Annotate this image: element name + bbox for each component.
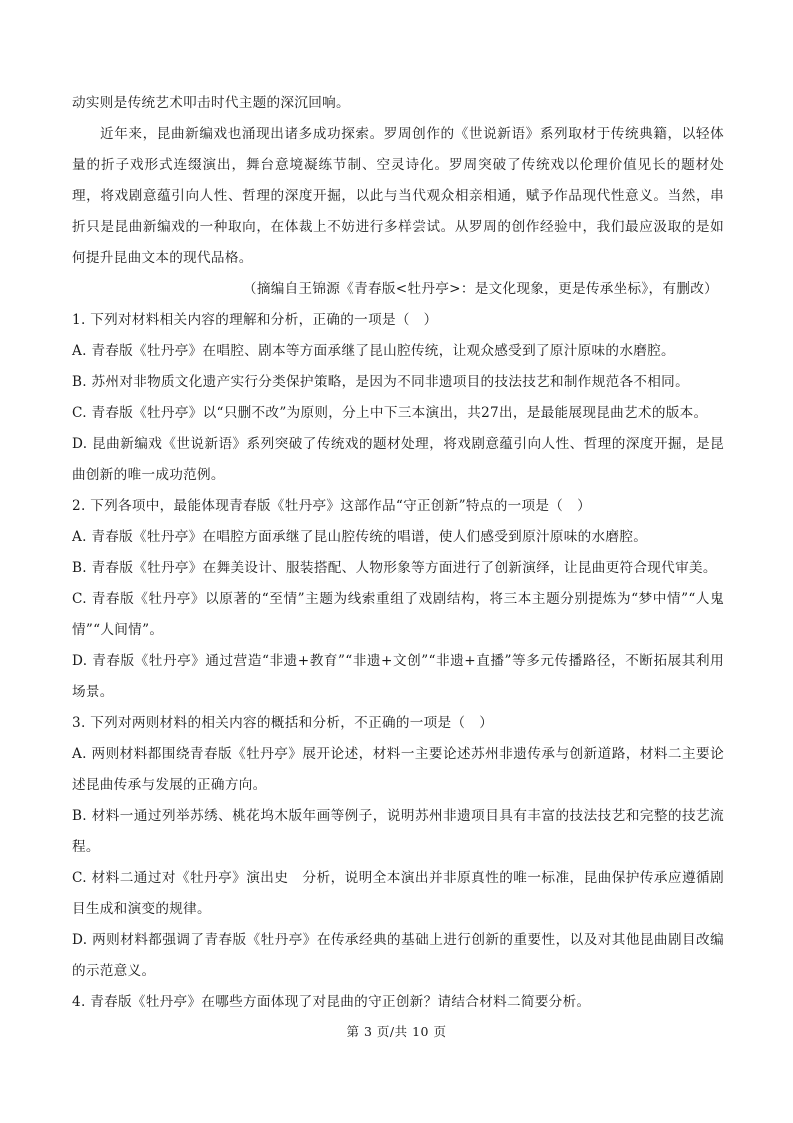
option-c: C. 材料二通过对《牡丹亭》演出史 分析，说明全本演出并非原真性的唯一标准，昆曲保护传承应遵循剧目生成和演变的规律。 — [72, 870, 724, 917]
option-a: A. 青春版《牡丹亭》在唱腔方面承继了昆山腔传统的唱谱，使人们感受到原汁原味的水磨腔。 — [72, 529, 648, 545]
option-b: B. 苏州对非物质文化遗产实行分类保护策略，是因为不同非遗项目的技法技艺和制作规范各不相同。 — [72, 374, 689, 390]
option-d: D. 青春版《牡丹亭》通过营造“非遗+教育”“非遗+文创”“非遗+直播”等多元传播路径，不断拓展其利用场景。 — [72, 653, 724, 700]
passage-paragraph: 动实则是传统艺术叩击时代主题的深沉回响。 — [72, 95, 350, 111]
question-3 — [72, 708, 724, 987]
option-d: D. 两则材料都强调了青春版《牡丹亭》在传承经典的基础上进行创新的重要性，以及对其他昆曲剧目改编的示范意义。 — [72, 932, 724, 979]
option-d: D. 昆曲新编戏《世说新语》系列突破了传统戏的题材处理，将戏剧意蕴引向人性、哲理的深度开掘，是昆曲创新的唯一成功范例。 — [72, 436, 724, 483]
option-b: B. 青春版《牡丹亭》在舞美设计、服装搭配、人物形象等方面进行了创新演绎，让昆曲更符合现代审美。 — [72, 560, 717, 576]
option-b: B. 材料一通过列举苏绣、桃花坞木版年画等例子，说明苏州非遗项目具有丰富的技法技艺和完整的技艺流程。 — [72, 808, 724, 855]
passage-paragraph: 近年来，昆曲新编戏也涌现出诸多成功探索。罗周创作的《世说新语》系列取材于传统典籍，以轻体量的折子戏形式连缀演出，舞台意境凝练节制、空灵诗化。罗周突破了传统戏以伦理价值见长的题材处理，将戏剧意蕴引向人性、哲理的深度开掘，以此与当代观众相亲相通，赋予作品现代性意义。当然，串折只是昆曲新编戏的一种取向，在体裁上不妨进行多样尝试。从罗周的创作经验中，我们最应汲取的是如何提升昆曲文本的现代品格。 — [72, 126, 724, 266]
question-2 — [72, 491, 724, 708]
option-a: A. 青春版《牡丹亭》在唱腔、剧本等方面承继了昆山腔传统，让观众感受到了原汁原味的水磨腔。 — [72, 343, 675, 359]
question-1 — [72, 305, 724, 491]
source-citation: （摘编自王锦源《青春版<牡丹亭>：是文化现象，更是传承坐标》，有删改） — [242, 281, 718, 297]
option-a: A. 两则材料都围绕青春版《牡丹亭》展开论述，材料一主要论述苏州非遗传承与创新道路，材料二主要论述昆曲传承与发展的正确方向。 — [72, 746, 724, 793]
question-4 — [72, 987, 724, 1018]
question-stem: 3. 下列对两则材料的相关内容的概括和分析，不正确的一项是（ ） — [72, 715, 494, 731]
option-c: C. 青春版《牡丹亭》以“只删不改”为原则，分上中下三本演出，共27出，是最能展现昆曲艺术的版本。 — [72, 405, 708, 421]
question-stem: 2. 下列各项中，最能体现青春版《牡丹亭》这部作品“守正创新”特点的一项是（ ） — [72, 498, 591, 514]
page-footer: 第 3 页/共 10 页 — [346, 1024, 447, 1039]
question-stem: 1. 下列对材料相关内容的理解和分析，正确的一项是（ ） — [72, 312, 438, 328]
question-stem: 4. 青春版《牡丹亭》在哪些方面体现了对昆曲的守正创新？请结合材料二简要分析。 — [72, 994, 591, 1010]
option-c: C. 青春版《牡丹亭》以原著的“至情”主题为线索重组了戏剧结构，将三本主题分别提炼为“梦中情”“人鬼情”“人间情”。 — [72, 591, 724, 638]
page-content — [72, 88, 724, 1018]
